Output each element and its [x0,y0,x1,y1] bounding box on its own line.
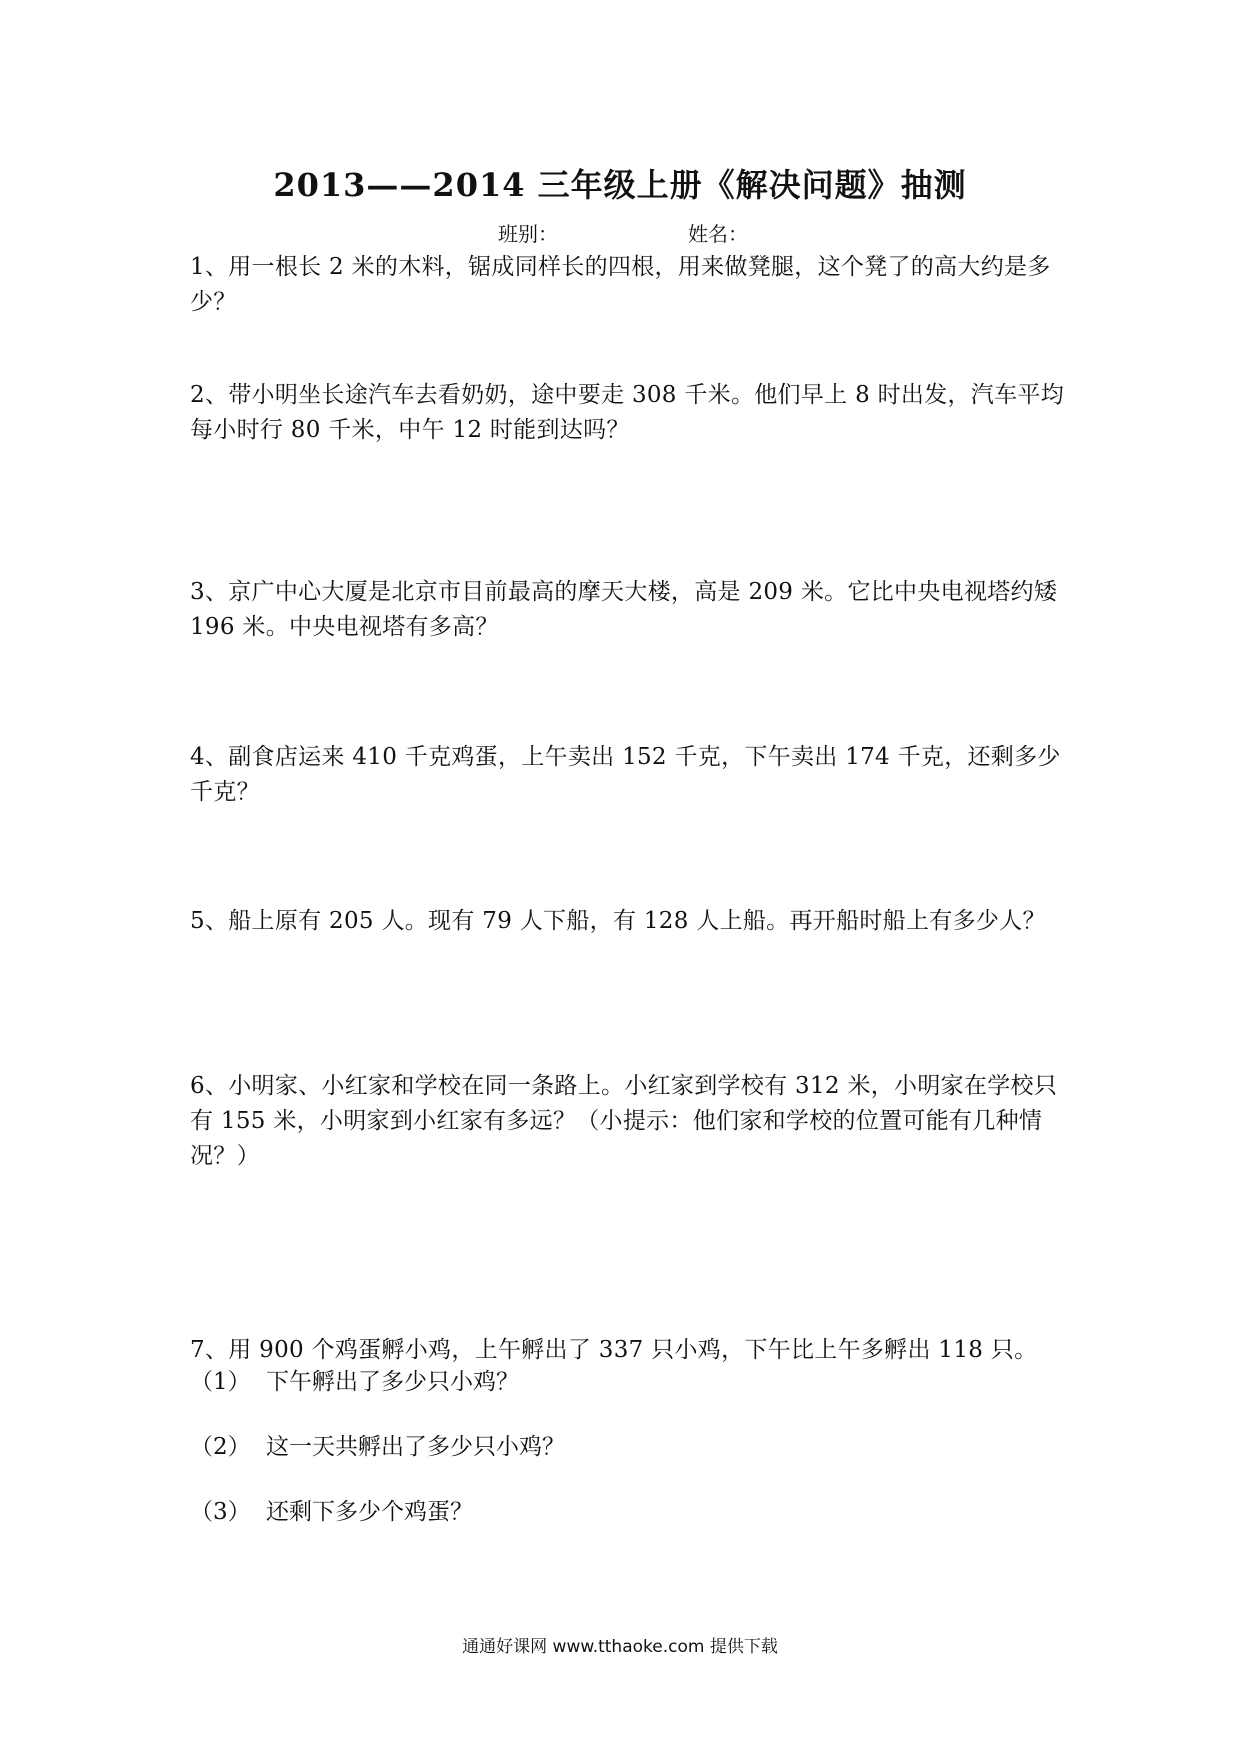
sub-question-number: （3） [190,1499,251,1525]
question-7: 7、用 900 个鸡蛋孵小鸡，上午孵出了 337 只小鸡，下午比上午多孵出 118 只。 [190,1337,1038,1363]
sub-question-2 [190,1430,565,1465]
sub-question-number: （1） [190,1369,251,1395]
footer-credit: 通通好课网 www.tthaoke.com 提供下载 [462,1637,778,1657]
question-1: 1、用一根长 2 米的木料，锯成同样长的四根，用来做凳腿，这个凳了的高大约是多少？ [190,254,1051,315]
question-4: 4、副食店运来 410 千克鸡蛋，上午卖出 152 千克，下午卖出 174 千克，还剩多少千克？ [190,744,1061,805]
sub-question-text: 还剩下多少个鸡蛋？ [266,1499,473,1525]
question-5: 5、船上原有 205 人。现有 79 人下船，有 128 人上船。再开船时船上有多少人？ [190,908,1046,934]
sub-question-text: 这一天共孵出了多少只小鸡？ [266,1434,565,1460]
sub-question-3 [190,1495,473,1530]
class-label: 班别： [498,222,558,246]
question-2: 2、带小明坐长途汽车去看奶奶，途中要走 308 千米。他们早上 8 时出发，汽车平均每小时行 80 千米，中午 12 时能到达吗？ [190,382,1065,443]
sub-question-1 [190,1365,519,1400]
sub-question-number: （2） [190,1434,251,1460]
page-title: 2013——2014 三年级上册《解决问题》抽测 [273,166,967,204]
sub-question-text: 下午孵出了多少只小鸡？ [266,1369,519,1395]
question-6: 6、小明家、小红家和学校在同一条路上。小红家到学校有 312 米，小明家在学校只有 155 米，小明家到小红家有多远？（小提示：他们家和学校的位置可能有几种情况？） [190,1073,1058,1169]
question-3: 3、京广中心大厦是北京市目前最高的摩天大楼，高是 209 米。它比中央电视塔约矮 196 米。中央电视塔有多高？ [190,579,1058,640]
name-label: 姓名： [688,222,748,246]
